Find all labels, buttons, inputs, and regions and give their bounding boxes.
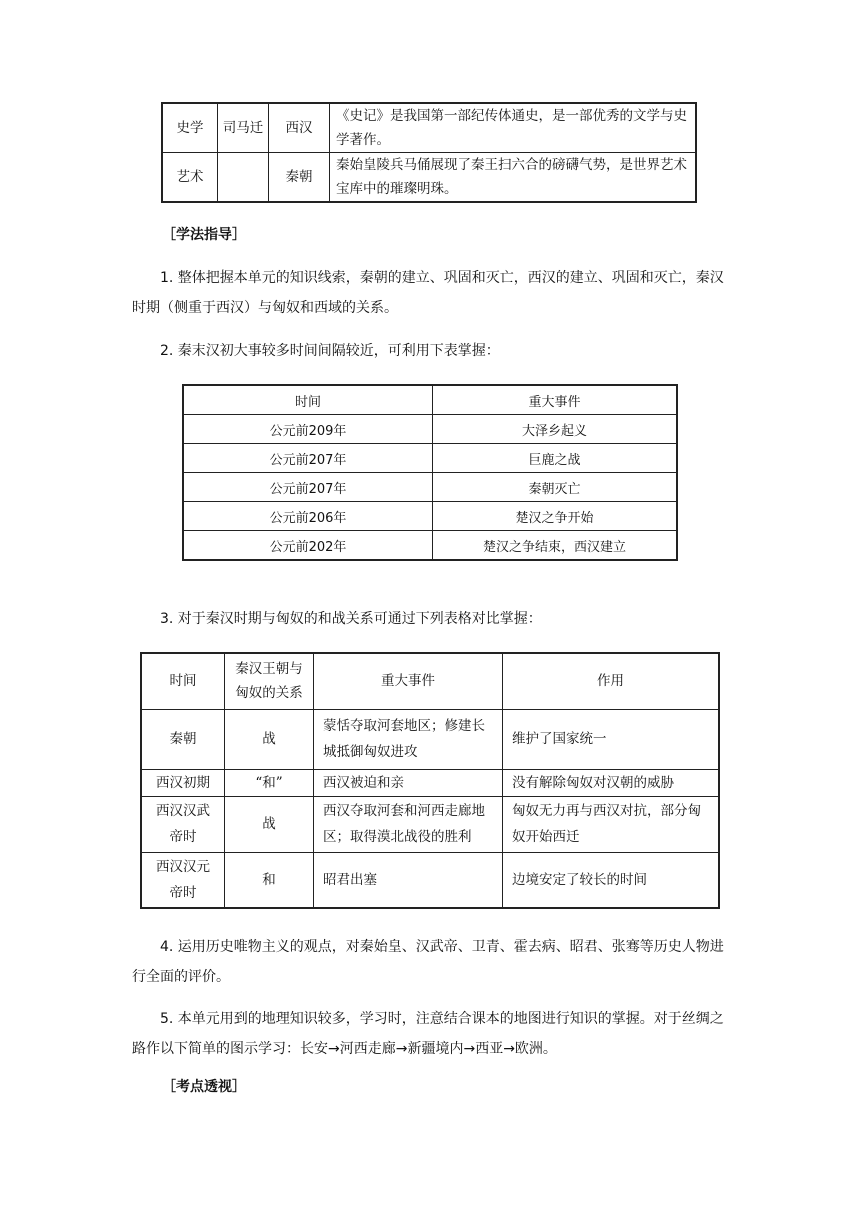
table-row xyxy=(141,709,719,769)
cell-desc: 《史记》是我国第一部纪传体通史，是一部优秀的文学与史学著作。 xyxy=(330,103,697,153)
paragraph-1: 1. 整体把握本单元的知识线索，秦朝的建立、巩固和灭亡，西汉的建立、巩固和灭亡，秦汉时期（侧重于西汉）与匈奴和西域的关系。 xyxy=(132,270,724,316)
table-row xyxy=(141,852,719,908)
cell-event: 楚汉之争结束，西汉建立 xyxy=(433,531,678,561)
cell-time: 公元前207年 xyxy=(183,473,433,502)
cell-event: 楚汉之争开始 xyxy=(433,502,678,531)
cell-relation: 和 xyxy=(225,852,314,908)
cell-time: 公元前209年 xyxy=(183,415,433,444)
header-effect: 作用 xyxy=(503,653,720,709)
paragraph-4: 4. 运用历史唯物主义的观点，对秦始皇、汉武帝、卫青、霍去病、昭君、张骞等历史人物进行全面的评价。 xyxy=(132,939,724,985)
cell-time: 公元前202年 xyxy=(183,531,433,561)
timeline-table xyxy=(182,384,678,561)
table-header-row xyxy=(141,653,719,709)
cell-event: 大泽乡起义 xyxy=(433,415,678,444)
cell-event: 西汉被迫和亲 xyxy=(314,769,503,796)
xiongnu-relations-table xyxy=(140,652,720,909)
culture-table xyxy=(161,102,697,203)
table-header-row xyxy=(183,385,677,415)
header-relation: 秦汉王朝与匈奴的关系 xyxy=(225,653,314,709)
table-row xyxy=(183,415,677,444)
cell-effect: 边境安定了较长的时间 xyxy=(503,852,720,908)
cell-effect: 维护了国家统一 xyxy=(503,709,720,769)
cell-dynasty: 秦朝 xyxy=(269,153,330,203)
table-row xyxy=(183,473,677,502)
table-row xyxy=(141,769,719,796)
header-event: 重大事件 xyxy=(314,653,503,709)
section-title-exam-points: ［考点透视］ xyxy=(162,1079,246,1095)
cell-time: 公元前206年 xyxy=(183,502,433,531)
cell-event: 蒙恬夺取河套地区；修建长城抵御匈奴进攻 xyxy=(314,709,503,769)
cell-dynasty: 西汉 xyxy=(269,103,330,153)
cell-event: 西汉夺取河套和河西走廊地区；取得漠北战役的胜利 xyxy=(314,796,503,852)
cell-field: 艺术 xyxy=(162,153,218,203)
header-time: 时间 xyxy=(183,385,433,415)
cell-event: 秦朝灭亡 xyxy=(433,473,678,502)
paragraph-3: 3. 对于秦汉时期与匈奴的和战关系可通过下列表格对比掌握： xyxy=(160,611,542,627)
cell-relation: “和” xyxy=(225,769,314,796)
header-time: 时间 xyxy=(141,653,225,709)
cell-time: 西汉汉元帝时 xyxy=(141,852,225,908)
cell-event: 昭君出塞 xyxy=(314,852,503,908)
header-event: 重大事件 xyxy=(433,385,678,415)
cell-time: 西汉汉武帝时 xyxy=(141,796,225,852)
table-row xyxy=(162,103,696,153)
section-title-study-method: ［学法指导］ xyxy=(162,227,246,243)
cell-desc: 秦始皇陵兵马俑展现了秦王扫六合的磅礴气势，是世界艺术宝库中的璀璨明珠。 xyxy=(330,153,697,203)
paragraph-5: 5. 本单元用到的地理知识较多，学习时，注意结合课本的地图进行知识的掌握。对于丝绸之路作以下简单的图示学习：长安→河西走廊→新疆境内→西亚→欧洲。 xyxy=(132,1011,724,1057)
cell-event: 巨鹿之战 xyxy=(433,444,678,473)
cell-field: 史学 xyxy=(162,103,218,153)
paragraph-2: 2. 秦末汉初大事较多时间间隔较近，可利用下表掌握： xyxy=(160,343,500,359)
cell-time: 秦朝 xyxy=(141,709,225,769)
cell-effect: 没有解除匈奴对汉朝的威胁 xyxy=(503,769,720,796)
cell-time: 西汉初期 xyxy=(141,769,225,796)
table-row xyxy=(141,796,719,852)
table-row xyxy=(162,153,696,203)
table-row xyxy=(183,444,677,473)
cell-relation: 战 xyxy=(225,709,314,769)
cell-time: 公元前207年 xyxy=(183,444,433,473)
cell-relation: 战 xyxy=(225,796,314,852)
cell-person: 司马迁 xyxy=(218,103,269,153)
cell-person xyxy=(218,153,269,203)
table-row xyxy=(183,502,677,531)
table-row xyxy=(183,531,677,561)
cell-effect: 匈奴无力再与西汉对抗，部分匈奴开始西迁 xyxy=(503,796,720,852)
